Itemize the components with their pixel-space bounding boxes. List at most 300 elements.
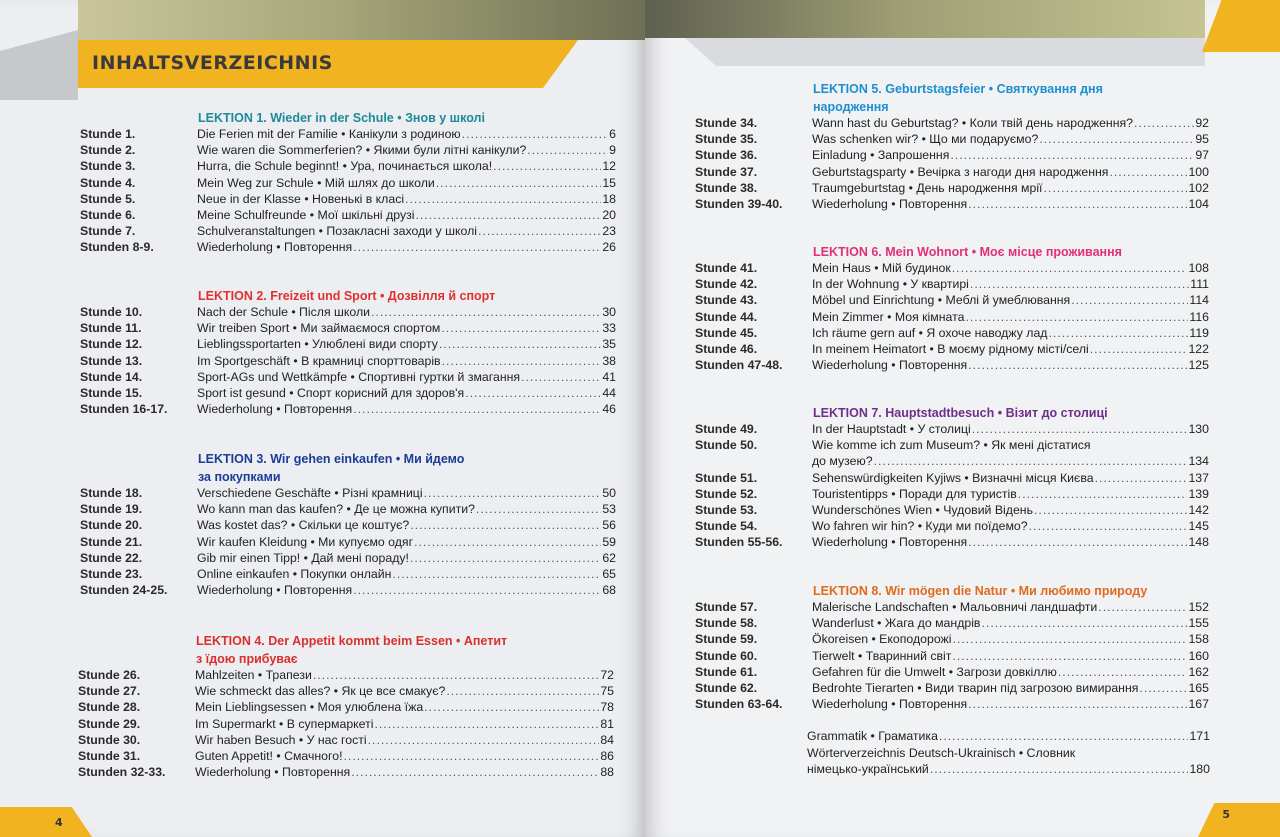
lesson-number: Stunde 38. <box>695 180 758 195</box>
topic-title: Sehenswürdigkeiten Kyjiws • Визначні місця Києва <box>812 470 1094 485</box>
topic-title: Ich räume gern auf • Я охоче наводжу лад <box>812 325 1048 340</box>
toc-entry[interactable] <box>80 354 616 370</box>
footer-tab <box>1198 803 1280 837</box>
toc-entry[interactable] <box>695 197 1209 213</box>
toc-entry[interactable] <box>695 132 1209 148</box>
dot-leader <box>968 535 1187 549</box>
topic-title: Wiederholung • Повторення <box>812 697 968 712</box>
page-number-right: 5 <box>1222 808 1230 821</box>
topic-title: Wiederholung • Повторення <box>812 358 968 373</box>
page-ref: 78 <box>600 700 614 715</box>
lesson-number: Stunde 10. <box>80 305 143 319</box>
dot-leader <box>1139 681 1187 695</box>
toc-entry[interactable] <box>80 305 616 321</box>
toc-entry[interactable] <box>695 665 1209 681</box>
lesson-number: Stunde 43. <box>695 293 758 308</box>
lesson-number: Stunden 32-33. <box>78 765 166 780</box>
page-ref: 180 <box>1189 762 1210 776</box>
toc-entry[interactable] <box>80 486 616 502</box>
page-ref: 119 <box>1189 325 1209 340</box>
page-ref: 100 <box>1188 164 1209 179</box>
lesson-number: Stunde 23. <box>80 566 143 581</box>
decor-wedge <box>685 38 1205 66</box>
toc-entry[interactable] <box>695 519 1209 535</box>
page-ref: 116 <box>1189 309 1209 324</box>
topic-title: Wir kaufen Kleidung • Ми купуємо одяг <box>197 534 414 549</box>
page-ref: 53 <box>602 502 616 517</box>
topic-title: Gefahren für die Umwelt • Загрози довкіллю <box>812 664 1057 679</box>
lesson-section <box>80 450 616 599</box>
toc-entry[interactable] <box>695 181 1209 197</box>
page-ref: 6 <box>609 127 616 141</box>
dot-leader <box>353 402 601 416</box>
toc-entry[interactable] <box>80 402 616 418</box>
topic-title: In der Hauptstadt • У столиці <box>812 422 971 436</box>
topic-title: Grammatik • Граматика <box>807 729 938 743</box>
page-ref: 152 <box>1188 600 1209 614</box>
lesson-number: Stunde 7. <box>80 224 136 239</box>
toc-entry[interactable] <box>695 487 1209 503</box>
page-ref: 23 <box>602 224 616 239</box>
page-ref: 59 <box>602 534 616 549</box>
toc-entry[interactable] <box>78 668 614 684</box>
topic-title: Hurra, die Schule beginnt! • Ура, починається школа! <box>197 159 493 174</box>
topic-title: Guten Appetit! • Смачного! <box>195 748 343 763</box>
lesson-number: Stunde 29. <box>78 716 141 731</box>
lesson-number: Stunde 1. <box>80 127 136 141</box>
page-ref: 111 <box>1190 277 1209 292</box>
page-ref: 41 <box>602 369 616 384</box>
page-ref: 171 <box>1189 729 1210 743</box>
toc-entry[interactable] <box>80 337 616 353</box>
topic-title: до музею? <box>812 454 873 469</box>
lesson-section <box>80 109 616 257</box>
page-ref: 46 <box>602 402 616 417</box>
dot-leader <box>1095 471 1188 485</box>
dot-leader <box>351 765 599 779</box>
page-ref: 33 <box>602 321 616 336</box>
dot-leader <box>1098 600 1187 614</box>
dot-leader <box>1043 181 1187 195</box>
topic-title: Sport-AGs und Wettkämpfe • Спортивні гуртки й змагання <box>197 369 521 384</box>
page-ref: 65 <box>602 566 616 581</box>
toc-entry[interactable] <box>78 684 614 700</box>
topic-title: Im Supermarkt • В супермаркеті <box>195 716 374 731</box>
page-ref: 12 <box>602 159 616 174</box>
dot-leader <box>436 176 602 190</box>
toc-entry[interactable] <box>78 749 614 765</box>
topic-title: Traumgeburtstag • День народження мрії <box>812 180 1043 195</box>
lesson-number: Stunde 28. <box>78 700 141 715</box>
lesson-number: Stunden 8-9. <box>80 240 154 255</box>
dot-leader <box>353 583 601 597</box>
lesson-section <box>695 582 1209 713</box>
lesson-section <box>78 632 614 781</box>
toc-entry[interactable] <box>807 729 1210 746</box>
dot-leader <box>415 208 601 222</box>
lesson-number: Stunde 15. <box>80 385 143 400</box>
dot-leader <box>968 697 1187 711</box>
dot-leader <box>414 535 601 549</box>
page-ref: 30 <box>602 305 616 319</box>
lesson-number: Stunde 60. <box>695 648 758 663</box>
lesson-number: Stunde 2. <box>80 143 136 158</box>
dot-leader <box>968 197 1187 211</box>
lesson-section <box>695 404 1209 552</box>
toc-entry[interactable] <box>695 326 1209 342</box>
toc-entry[interactable] <box>695 261 1209 277</box>
page-ref: 15 <box>602 175 616 190</box>
lesson-number: Stunde 13. <box>80 353 143 368</box>
topic-title: Mein Haus • Мій будинок <box>812 261 951 275</box>
lesson-number: Stunde 19. <box>80 502 143 517</box>
dot-leader <box>343 749 599 763</box>
page-ref: 18 <box>602 191 616 206</box>
lesson-number: Stunde 5. <box>80 191 136 206</box>
toc-entry[interactable] <box>695 310 1209 326</box>
toc-entry[interactable] <box>80 159 616 175</box>
toc-entry[interactable] <box>695 422 1209 438</box>
page-ref: 162 <box>1188 664 1209 679</box>
dot-leader <box>939 729 1189 743</box>
dot-leader <box>1018 487 1188 501</box>
toc-entry[interactable] <box>78 700 614 716</box>
page-title: INHALTSVERZEICHNIS <box>92 52 333 74</box>
lesson-number: Stunde 21. <box>80 534 143 549</box>
page-ref: 160 <box>1188 648 1209 663</box>
page-ref: 95 <box>1195 132 1209 147</box>
footer-tab <box>0 807 92 837</box>
page-ref: 86 <box>600 748 614 763</box>
topic-title: Möbel und Einrichtung • Меблі й умеблювання <box>812 293 1071 308</box>
page-ref: 35 <box>602 337 616 352</box>
lesson-number: Stunde 42. <box>695 277 758 292</box>
dot-leader <box>410 518 601 532</box>
dot-leader <box>527 143 608 157</box>
page-ref: 68 <box>602 583 616 598</box>
topic-title: Mein Weg zur Schule • Мій шлях до школи <box>197 175 435 190</box>
dot-leader <box>442 354 602 368</box>
lesson-heading: LEKTION 1. Wieder in der Schule • Знов у школі <box>198 111 485 125</box>
dot-leader <box>405 192 601 206</box>
topic-title: Verschiedene Geschäfte • Різні крамниці <box>197 486 423 500</box>
lesson-number: Stunde 46. <box>695 341 758 356</box>
header-band <box>645 0 1205 38</box>
toc-entry[interactable] <box>80 535 616 551</box>
decor-wedge <box>0 30 78 100</box>
toc-entry[interactable] <box>695 697 1209 713</box>
dot-leader <box>981 616 1187 630</box>
dot-leader <box>493 159 601 173</box>
topic-title: Schulveranstaltungen • Позакласні заходи у школі <box>197 224 477 239</box>
lesson-number: Stunde 14. <box>80 369 143 384</box>
corner-tab <box>1202 0 1280 52</box>
toc-entry[interactable] <box>695 616 1209 632</box>
toc-entry[interactable] <box>78 733 614 749</box>
toc-entry[interactable] <box>695 293 1209 309</box>
lesson-number: Stunde 54. <box>695 519 758 534</box>
lesson-number: Stunde 31. <box>78 748 141 763</box>
toc-entry[interactable] <box>80 583 616 599</box>
topic-title: Mahlzeiten • Трапези <box>195 668 312 682</box>
lesson-section <box>695 80 1209 213</box>
dot-leader <box>1109 165 1187 179</box>
dot-leader <box>972 422 1188 436</box>
lesson-heading: з їдою прибуває <box>196 652 298 666</box>
lesson-number: Stunde 6. <box>80 207 136 222</box>
topic-title: Wiederholung • Повторення <box>197 402 353 417</box>
lesson-number: Stunde 3. <box>80 159 136 174</box>
dot-leader <box>439 337 601 351</box>
dot-leader <box>1071 293 1188 307</box>
toc-entry[interactable] <box>695 116 1209 132</box>
topic-title: Wir treiben Sport • Ми займаємося спортом <box>197 321 441 336</box>
toc-entry[interactable] <box>80 240 616 256</box>
page-ref: 62 <box>602 550 616 565</box>
topic-title: Einladung • Запрошення <box>812 148 950 163</box>
dot-leader <box>952 649 1187 663</box>
lesson-number: Stunde 37. <box>695 164 758 179</box>
topic-title: Wo kann man das kaufen? • Де це можна купити? <box>197 502 475 517</box>
dot-leader <box>1039 132 1194 146</box>
dot-leader <box>446 684 599 698</box>
lesson-section <box>80 287 616 418</box>
topic-title: Wir haben Besuch • У нас гості <box>195 732 367 747</box>
page-ref: 137 <box>1188 470 1209 485</box>
topic-title: Wann hast du Geburtstag? • Коли твій день народження? <box>812 116 1134 130</box>
topic-title: Nach der Schule • Після школи <box>197 305 371 319</box>
lesson-number: Stunde 26. <box>78 668 141 682</box>
lesson-heading: народження <box>813 100 889 114</box>
lesson-number: Stunde 35. <box>695 132 758 147</box>
topic-title: Bedrohte Tierarten • Види тварин під загрозою вимирання <box>812 680 1139 695</box>
toc-entry[interactable] <box>80 567 616 583</box>
page-ref: 50 <box>602 486 616 500</box>
lesson-number: Stunde 61. <box>695 664 758 679</box>
page-number-left: 4 <box>55 816 63 829</box>
topic-title: Wanderlust • Жага до мандрів <box>812 616 981 631</box>
topic-title: Wunderschönes Wien • Чудовий Відень <box>812 502 1033 517</box>
topic-title: німецько-український <box>807 762 929 776</box>
dot-leader <box>1029 519 1188 533</box>
dot-leader <box>1090 342 1188 356</box>
topic-title: Geburtstagsparty • Вечірка з нагоди дня народження <box>812 164 1109 179</box>
page-ref: 114 <box>1189 293 1209 308</box>
page-ref: 38 <box>602 353 616 368</box>
page-ref: 165 <box>1188 680 1209 695</box>
page-ref: 139 <box>1188 486 1209 501</box>
dot-leader <box>462 127 609 141</box>
topic-title: Mein Zimmer • Моя кімната <box>812 309 965 324</box>
toc-entry[interactable] <box>80 224 616 240</box>
dot-leader <box>353 240 601 254</box>
topic-title: Wörterverzeichnis Deutsch-Ukrainisch • Словник <box>807 745 1076 760</box>
dot-leader <box>313 668 599 682</box>
lesson-heading: за покупками <box>198 470 281 484</box>
toc-entry[interactable] <box>80 321 616 337</box>
dot-leader <box>968 358 1187 372</box>
lesson-number: Stunde 45. <box>695 325 758 340</box>
toc-entry[interactable] <box>695 438 1209 454</box>
dot-leader <box>476 502 601 516</box>
topic-title: Sport ist gesund • Спорт корисний для здоров'я <box>197 385 465 400</box>
page-ref: 148 <box>1188 535 1209 550</box>
lesson-number: Stunde 58. <box>695 616 758 631</box>
lesson-number: Stunde 57. <box>695 600 758 614</box>
toc-entry[interactable] <box>695 632 1209 648</box>
topic-title: Meine Schulfreunde • Мої шкільні друзі <box>197 207 415 222</box>
page-ref: 92 <box>1195 116 1209 130</box>
dot-leader <box>465 386 601 400</box>
topic-title: In meinem Heimatort • В моєму рідному місті/селі <box>812 341 1089 356</box>
topic-title: Neue in der Klasse • Новенькі в класі <box>197 191 405 206</box>
toc-entry[interactable] <box>80 551 616 567</box>
toc-entry[interactable] <box>80 208 616 224</box>
page-ref: 155 <box>1188 616 1209 631</box>
topic-title: Wie waren die Sommerferien? • Якими були літні канікули? <box>197 143 527 158</box>
page-ref: 125 <box>1188 358 1209 373</box>
toc-entry[interactable] <box>695 165 1209 181</box>
page-ref: 122 <box>1188 341 1209 356</box>
toc-entry[interactable] <box>695 649 1209 665</box>
topic-title: Ökoreisen • Екоподорожі <box>812 632 952 647</box>
dot-leader <box>441 321 601 335</box>
lesson-heading: LEKTION 2. Freizeit und Sport • Дозвілля й спорт <box>198 289 496 303</box>
dot-leader <box>952 632 1187 646</box>
toc-entry[interactable] <box>695 471 1209 487</box>
lesson-number: Stunde 18. <box>80 486 143 500</box>
topic-title: Tierwelt • Тваринний світ <box>812 648 952 663</box>
page-ref: 102 <box>1188 180 1209 195</box>
dot-leader <box>1134 116 1194 130</box>
dot-leader <box>478 224 601 238</box>
lesson-number: Stunde 51. <box>695 470 758 485</box>
lesson-number: Stunde 27. <box>78 684 141 699</box>
toc-entry[interactable] <box>695 600 1209 616</box>
topic-title: Was kostet das? • Скільки це коштує? <box>197 518 410 533</box>
toc-entry[interactable] <box>695 535 1209 551</box>
page-ref: 88 <box>600 765 614 780</box>
page-ref: 134 <box>1188 454 1209 469</box>
page-ref: 75 <box>600 684 614 699</box>
lesson-number: Stunde 22. <box>80 550 143 565</box>
page-ref: 20 <box>602 207 616 222</box>
toc-entry[interactable] <box>695 681 1209 697</box>
lesson-number: Stunde 52. <box>695 486 758 501</box>
page-ref: 145 <box>1188 519 1209 534</box>
toc-entry[interactable] <box>695 503 1209 519</box>
toc-entry[interactable] <box>807 746 1210 763</box>
lesson-number: Stunde 20. <box>80 518 143 533</box>
page-ref: 81 <box>600 716 614 731</box>
lesson-heading: LEKTION 4. Der Appetit kommt beim Essen • Апетит <box>196 634 508 648</box>
page-ref: 142 <box>1188 502 1209 517</box>
toc-entry[interactable] <box>80 502 616 518</box>
topic-title: In der Wohnung • У квартирі <box>812 277 969 292</box>
topic-title: Mein Lieblingsessen • Моя улюблена їжа <box>195 700 424 715</box>
toc-entry[interactable] <box>807 762 1210 779</box>
lesson-number: Stunden 39-40. <box>695 196 783 211</box>
topic-title: Touristentipps • Поради для туристів <box>812 486 1017 501</box>
topic-title: Lieblingssportarten • Улюблені види спорту <box>197 337 438 352</box>
toc-entry[interactable] <box>695 342 1209 358</box>
topic-title: Wiederholung • Повторення <box>197 583 353 598</box>
lesson-section <box>695 243 1209 374</box>
dot-leader <box>950 148 1194 162</box>
toc-entry[interactable] <box>80 176 616 192</box>
topic-title: Wiederholung • Повторення <box>195 765 351 780</box>
toc-entry[interactable] <box>80 386 616 402</box>
toc-entry[interactable] <box>695 358 1209 374</box>
toc-entry[interactable] <box>80 143 616 159</box>
lesson-number: Stunde 12. <box>80 337 143 352</box>
lesson-number: Stunde 62. <box>695 680 758 695</box>
topic-title: Wie komme ich zum Museum? • Як мені дістатися <box>812 438 1091 453</box>
toc-entry[interactable] <box>80 518 616 534</box>
page-ref: 97 <box>1195 148 1209 163</box>
lesson-heading: LEKTION 5. Geburtstagsfeier • Святкування дня <box>813 82 1103 96</box>
page-ref: 72 <box>600 668 614 682</box>
dot-leader <box>424 700 599 714</box>
dot-leader <box>1058 665 1188 679</box>
lesson-number: Stunde 59. <box>695 632 758 647</box>
appendix-list <box>807 729 1210 779</box>
toc-entry[interactable] <box>695 277 1209 293</box>
page-ref: 130 <box>1188 422 1209 436</box>
toc-entry[interactable] <box>80 192 616 208</box>
lesson-number: Stunden 16-17. <box>80 402 168 417</box>
page-ref: 158 <box>1188 632 1209 647</box>
lesson-number: Stunde 50. <box>695 438 758 453</box>
dot-leader <box>424 486 602 500</box>
topic-title: Im Sportgeschäft • В крамниці спорттоварів <box>197 353 441 368</box>
toc-entry[interactable] <box>80 370 616 386</box>
dot-leader <box>392 567 601 581</box>
page-ref: 84 <box>600 732 614 747</box>
lesson-heading: LEKTION 7. Hauptstadtbesuch • Візит до столиці <box>813 406 1108 420</box>
dot-leader <box>874 454 1188 468</box>
toc-entry[interactable] <box>695 454 1209 470</box>
lesson-heading: LEKTION 6. Mein Wohnort • Моє місце проживання <box>813 245 1122 259</box>
topic-title: Malerische Landschaften • Мальовничі ландшафти <box>812 600 1098 614</box>
lesson-number: Stunden 55-56. <box>695 535 783 550</box>
lesson-number: Stunde 36. <box>695 148 758 163</box>
topic-title: Wie schmeckt das alles? • Як це все смакує? <box>195 684 446 699</box>
page-ref: 26 <box>602 240 616 255</box>
toc-entry[interactable] <box>78 765 614 781</box>
lesson-number: Stunde 49. <box>695 422 758 436</box>
dot-leader <box>952 261 1188 275</box>
toc-entry[interactable] <box>80 127 616 143</box>
lesson-number: Stunde 53. <box>695 502 758 517</box>
lesson-number: Stunde 11. <box>80 321 142 336</box>
page-ref: 167 <box>1188 697 1209 712</box>
toc-entry[interactable] <box>78 717 614 733</box>
dot-leader <box>368 733 600 747</box>
lesson-number: Stunde 30. <box>78 732 141 747</box>
dot-leader <box>965 310 1188 324</box>
header-band <box>78 0 645 40</box>
topic-title: Gib mir einen Tipp! • Дай мені пораду! <box>197 550 409 565</box>
toc-entry[interactable] <box>695 148 1209 164</box>
lesson-number: Stunden 47-48. <box>695 358 783 373</box>
topic-title: Wiederholung • Повторення <box>812 196 968 211</box>
topic-title: Wo fahren wir hin? • Куди ми поїдемо? <box>812 519 1028 534</box>
topic-title: Wiederholung • Повторення <box>197 240 353 255</box>
page-ref: 108 <box>1188 261 1209 275</box>
topic-title: Online einkaufen • Покупки онлайн <box>197 566 392 581</box>
dot-leader <box>371 305 601 319</box>
